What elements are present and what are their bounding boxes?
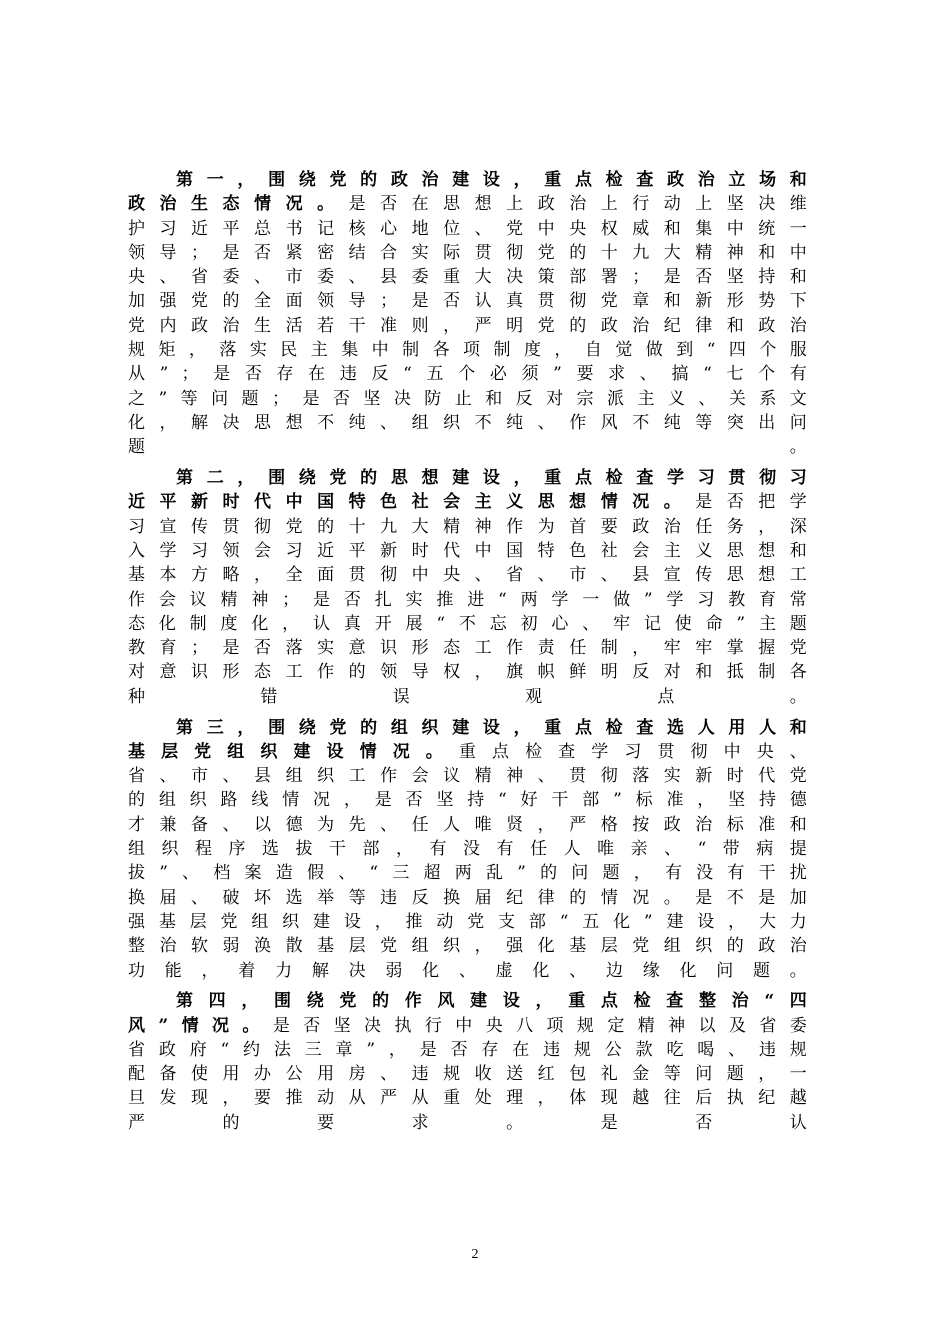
paragraph-body: 是否坚决执行中央八项规定精神以及省委省政府“约法三章”，是否存在违规公款吃喝、违规配备使用办公用房、违规收送红包礼金等问题，一旦发现，要推动从严从重处理，体现越往后执纪越严的要求。是否认 [128,1015,820,1133]
paragraph-lead: 第四，围绕党的作风建设，重点检查整治“四风”情况。 [128,991,820,1036]
paragraph-work-style-construction [128,989,820,1135]
paragraph-lead: 第一，围绕党的政治建设，重点检查政治立场和政治生态情况。 [128,170,820,215]
paragraph-body: 是否在思想上政治上行动上坚决维护习近平总书记核心地位、党中央权威和集中统一领导；是否紧密结合实际贯彻党的十九大精神和中央、省委、市委、县委重大决策部署；是否坚持和加强党的全面领导；是否认真贯彻党章和新形势下党内政治生活若干准则，严明党的政治纪律和政治规矩，落实民主集中制各项制度，自觉做到“四个服从”；是否存在违反“五个必须”要求、搞“七个有之”等问题；是否坚决防止和反对宗派主义、关系文化，解决思想不纯、组织不纯、作风不纯等突出问题。 [128,194,821,458]
body-text [128,168,820,1142]
paragraph-political-construction [128,168,820,460]
paragraph-lead: 第三，围绕党的组织建设，重点检查选人用人和基层党组织建设情况。 [128,717,820,762]
paragraph-ideological-construction [128,466,820,709]
paragraph-lead: 第二，围绕党的思想建设，重点检查学习贯彻习近平新时代中国特色社会主义思想情况。 [128,468,820,513]
paragraph-body: 是否把学习宣传贯彻党的十九大精神作为首要政治任务，深入学习领会习近平新时代中国特色社会主义思想和基本方略，全面贯彻中央、省、市、县宣传思想工作会议精神；是否扎实推进“两学一做”学习教育常态化制度化，认真开展“不忘初心、牢记使命”主题教育；是否落实意识形态工作责任制，牢牢掌握党对意识形态工作的领导权，旗帜鲜明反对和抵制各种错误观点。 [128,492,820,707]
paragraph-organizational-construction [128,716,820,983]
page-number: 2 [471,1247,479,1262]
paragraph-body: 重点检查学习贯彻中央、省、市、县组织工作会议精神、贯彻落实新时代党的组织路线情况，是否坚持“好干部”标准，坚持德才兼备、以德为先、任人唯贤，严格按政治标准和组织程序选拔干部，有没有任人唯亲、“带病提拔”、档案造假、“三超两乱”的问题，有没有干扰换届、破坏选举等违反换届纪律的情况。是不是加强基层党组织建设，推动党支部“五化”建设，大力整治软弱涣散基层党组织，强化基层党组织的政治功能，着力解决弱化、虚化、边缘化问题。 [128,741,821,981]
